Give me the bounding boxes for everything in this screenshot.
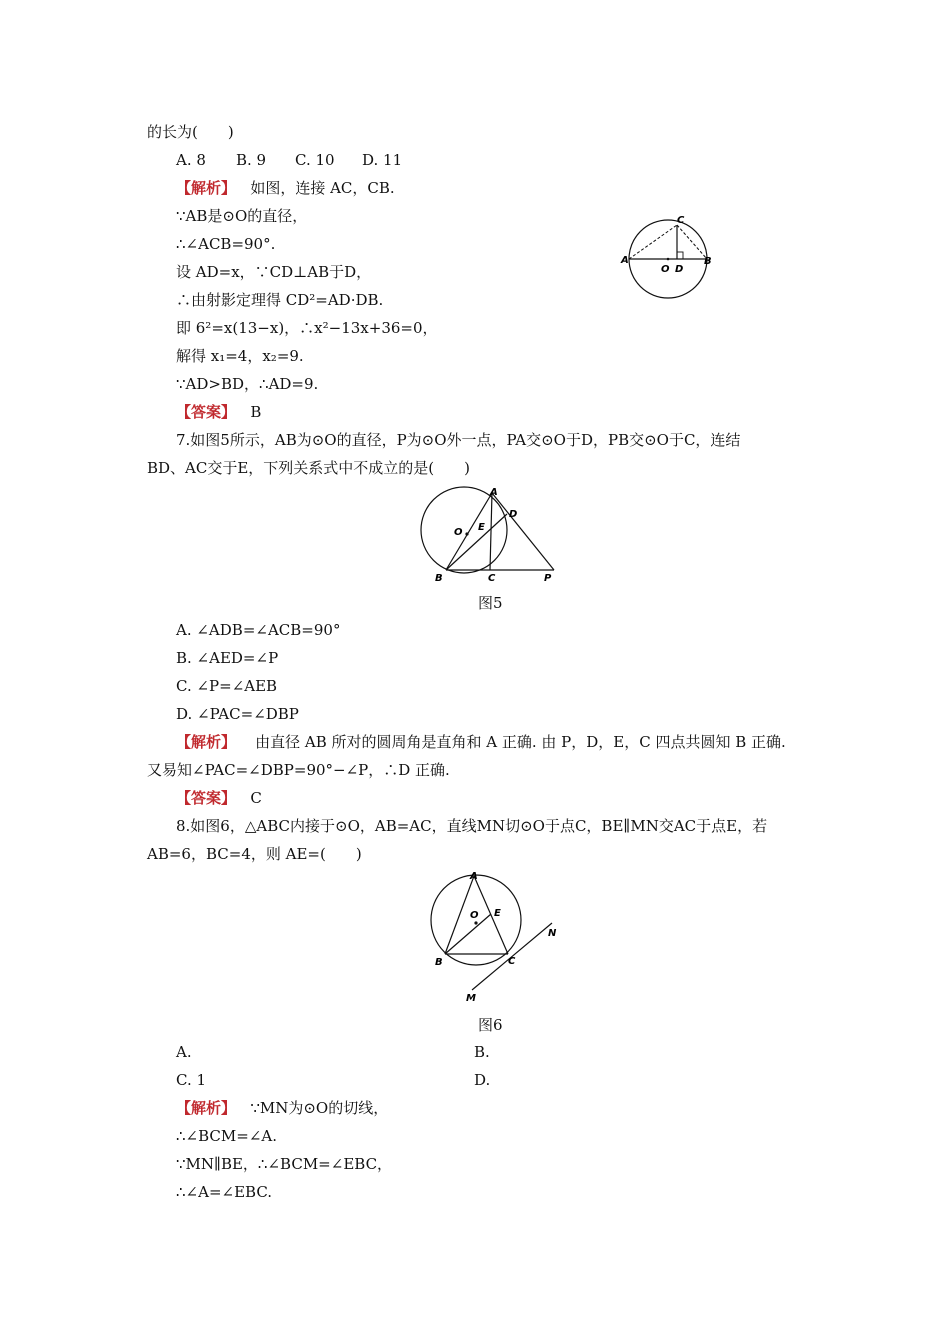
q8-analysis-text-1: ∵MN为⊙O的切线，: [250, 1099, 389, 1117]
q6-analysis-line-5: ∴由射影定理得 CD²=AD·DB.: [176, 291, 384, 309]
q6-analysis-tag: 【解析】: [176, 179, 237, 197]
q8-fig-label-n: N: [548, 928, 557, 939]
q7-answer-line: [176, 788, 262, 808]
q8-stem-line-2: AB=6，BC=4，则 AE=( ): [147, 845, 362, 863]
q7-analysis-text-1: 由直径 AB 所对的圆周角是直角和 A 正确. 由 P，D，E，C 四点共圆知 B 正确.: [255, 733, 786, 751]
q6-option-a: A. 8: [176, 151, 206, 169]
q8-analysis-line-2: ∴∠BCM=∠A.: [176, 1127, 277, 1145]
q8-analysis-line-1: [176, 1098, 388, 1118]
q6-analysis-text-1: 如图，连接 AC，CB.: [250, 179, 395, 197]
q8-analysis-line-3: ∵MN∥BE，∴∠BCM=∠EBC，: [176, 1155, 393, 1173]
q6-analysis-line-3: ∴∠ACB=90°.: [176, 235, 276, 253]
q7-fig-label-e: E: [478, 522, 485, 533]
q7-option-c: C. ∠P=∠AEB: [176, 677, 278, 695]
q6-analysis-line-1: [176, 178, 395, 198]
q8-analysis-tag: 【解析】: [176, 1099, 237, 1117]
q6-analysis-line-4: 设 AD=x，∵CD⊥AB于D，: [176, 263, 372, 281]
q6-analysis-line-8: ∵AD>BD，∴AD=9.: [176, 375, 319, 393]
q8-figure: [420, 868, 570, 1012]
q8-fig-label-m: M: [466, 993, 476, 1004]
q7-option-a: A. ∠ADB=∠ACB=90°: [176, 621, 341, 639]
q6-analysis-line-6: 即 6²=x(13−x)，∴x²−13x+36=0，: [176, 319, 438, 337]
q8-option-d: D.: [474, 1071, 491, 1089]
q6-fig-label-c: C: [677, 215, 685, 226]
q6-analysis-line-2: ∵AB是⊙O的直径，: [176, 207, 308, 225]
q7-stem-line-1: 7.如图5所示，AB为⊙O的直径，P为⊙O外一点，PA交⊙O于D，PB交⊙O于C，连结: [176, 431, 741, 449]
q6-option-d: D. 11: [362, 151, 403, 169]
q8-fig-label-c: C: [508, 956, 516, 967]
q6-answer-line: [176, 402, 261, 422]
q8-option-a: A.: [176, 1043, 192, 1061]
q6-fig-label-a: A: [621, 255, 629, 266]
q8-stem-line-1: 8.如图6，△ABC内接于⊙O，AB=AC，直线MN切⊙O于点C，BE∥MN交AC于点E，若: [176, 817, 768, 835]
q7-analysis-line-1: [176, 732, 786, 752]
q6-fig-label-b: B: [704, 256, 712, 267]
q8-analysis-line-4: ∴∠A=∠EBC.: [176, 1183, 273, 1201]
q7-fig-label-p: P: [544, 573, 552, 584]
q6-figure: [620, 212, 720, 306]
q8-fig-label-b: B: [435, 957, 443, 968]
q8-option-b: B.: [474, 1043, 490, 1061]
q7-option-b: B. ∠AED=∠P: [176, 649, 279, 667]
q7-analysis-tag: 【解析】: [176, 733, 237, 751]
q7-option-d: D. ∠PAC=∠DBP: [176, 705, 299, 723]
q8-option-c: C. 1: [176, 1071, 207, 1089]
q6-answer-value: B: [250, 403, 262, 421]
q6-fig-label-d: D: [675, 264, 684, 275]
q6-stem-tail: 的长为( ): [147, 123, 234, 141]
q7-figure-caption: 图5: [478, 594, 503, 612]
q8-fig-label-o: O: [470, 910, 479, 921]
q7-fig-label-a: A: [490, 487, 498, 498]
q7-answer-value: C: [250, 789, 262, 807]
q8-fig-label-e: E: [494, 908, 501, 919]
q7-figure: [420, 484, 570, 593]
q8-figure-caption: 图6: [478, 1016, 503, 1034]
q6-analysis-line-7: 解得 x₁=4，x₂=9.: [176, 347, 304, 365]
q6-option-b: B. 9: [236, 151, 267, 169]
q7-stem-line-2: BD、AC交于E，下列关系式中不成立的是( ): [147, 459, 471, 477]
q7-fig-label-b: B: [435, 573, 443, 584]
q6-option-c: C. 10: [295, 151, 335, 169]
q7-answer-tag: 【答案】: [176, 789, 237, 807]
q7-fig-label-o: O: [454, 527, 463, 538]
q7-analysis-line-2: 又易知∠PAC=∠DBP=90°−∠P，∴D 正确.: [147, 761, 450, 779]
q6-fig-label-o: O: [661, 264, 670, 275]
q7-fig-label-c: C: [488, 573, 496, 584]
q7-fig-label-d: D: [509, 509, 518, 520]
q6-answer-tag: 【答案】: [176, 403, 237, 421]
q8-fig-label-a: A: [470, 871, 478, 882]
